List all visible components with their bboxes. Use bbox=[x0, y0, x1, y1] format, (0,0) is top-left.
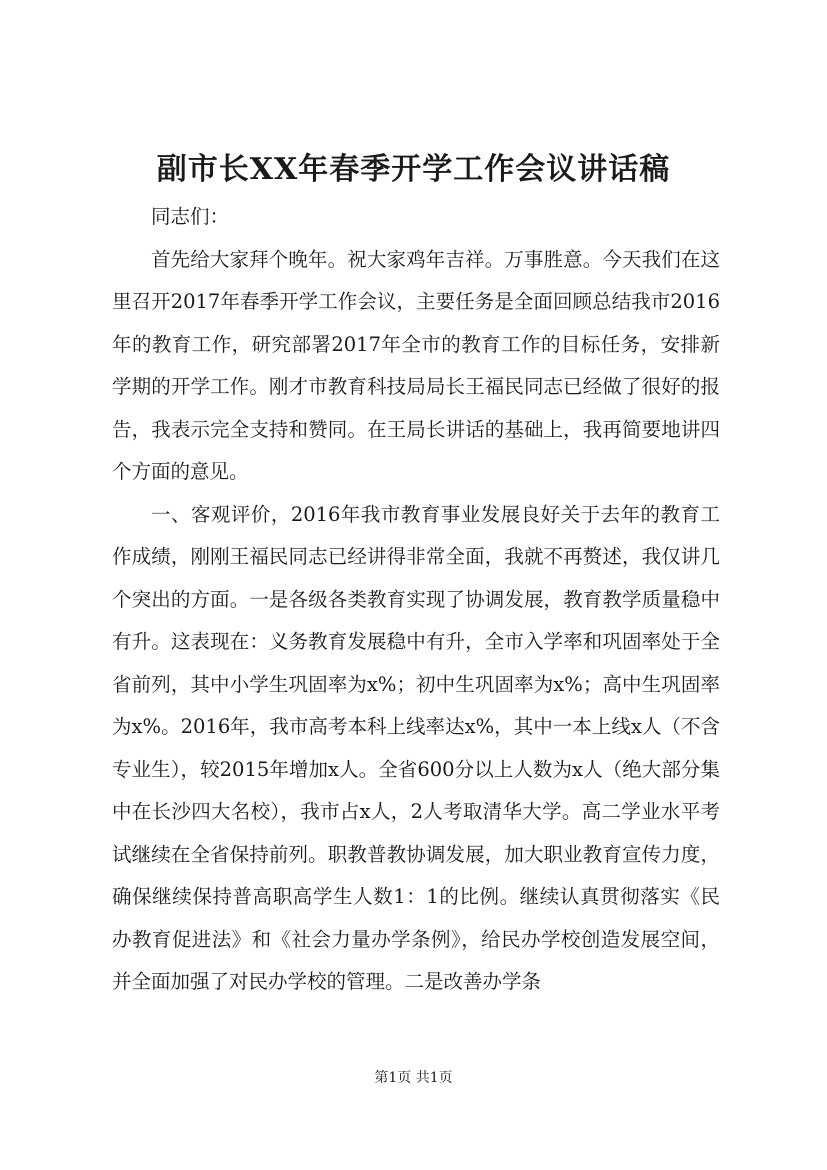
document-title: 副市长XX年春季开学工作会议讲话稿 bbox=[156, 152, 671, 187]
document-body bbox=[112, 196, 720, 1004]
salutation-paragraph: 同志们： bbox=[151, 205, 230, 228]
page-number-footer: 第1页 共1页 bbox=[374, 1070, 453, 1086]
opening-paragraph: 首先给大家拜个晚年。祝大家鸡年吉祥。万事胜意。今天我们在这里召开2017年春季开学工作会议，主要任务是全面回顾总结我市2016年的教育工作，研究部署2017年全市的教育工作的目标任务，安排新学期的开学工作。刚才市教育科技局局长王福民同志已经做了很好的报告，我表示完全支持和赞同。在王局长讲话的基础上，我再简要地讲四个方面的意见。 bbox=[112, 247, 720, 483]
section-one-paragraph: 一、客观评价，2016年我市教育事业发展良好关于去年的教育工作成绩，刚刚王福民同志已经讲得非常全面，我就不再赘述，我仅讲几个突出的方面。一是各级各类教育实现了协调发展，教育教学质量稳中有升。这表现在：义务教育发展稳中有升，全市入学率和巩固率处于全省前列，其中小学生巩固率为x%；初中生巩固率为x%；高中生巩固率为x%。2016年，我市高考本科上线率达x%，其中一本上线x人（不含专业生），较2015年增加x人。全省600分以上人数为x人（绝大部分集中在长沙四大名校），我市占x人，2人考取清华大学。高二学业水平考试继续在全省保持前列。职教普教协调发展，加大职业教育宣传力度，确保继续保持普高职高学生人数1：1的比例。继续认真贯彻落实《民办教育促进法》和《社会力量办学条例》，给民办学校创造发展空间，并全面加强了对民办学校的管理。二是改善办学条 bbox=[112, 502, 720, 993]
